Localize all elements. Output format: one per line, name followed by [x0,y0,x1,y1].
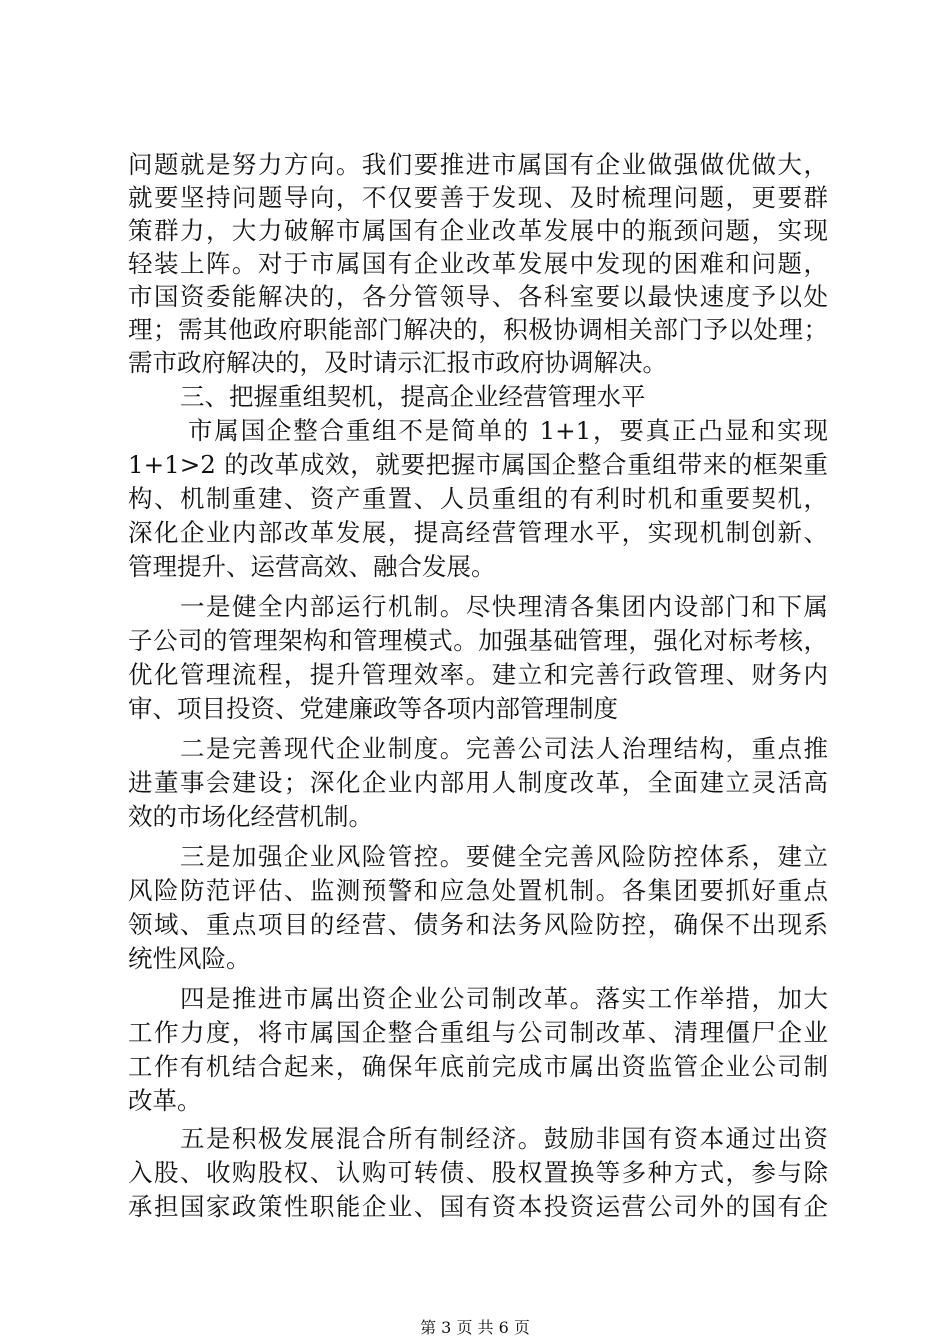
body-line: 就要坚持问题导向，不仅要善于发现、及时梳理问题，更要群 [128,183,828,212]
body-line: 审、项目投资、党建廉政等各项内部管理制度 [128,694,618,723]
body-line: 工作力度，将市属国企整合重组与公司制改革、清理僵尸企业 [128,1018,828,1047]
body-line: 1+1>2 的改革成效，就要把握市属国企整合重组带来的框架重 [128,450,828,479]
body-line: 承担国家政策性职能企业、国有资本投资运营公司外的国有企 [128,1192,828,1221]
body-line: 管理提升、运营高效、融合发展。 [128,552,496,581]
body-line: 需市政府解决的，及时请示汇报市政府协调解决。 [128,348,667,377]
body-line: 进董事会建设；深化企业内部用人制度改革，全面建立灵活高 [128,768,828,797]
page-number: 第 3 页 共 6 页 [420,1318,530,1337]
body-line: 四是推进市属出资企业公司制改革。落实工作举措，加大 [180,984,828,1013]
body-line: 一是健全内部运行机制。尽快理清各集团内设部门和下属 [180,592,828,621]
body-line: 理；需其他政府职能部门解决的，积极协调相关部门予以处理； [128,315,828,344]
body-line: 二是完善现代企业制度。完善公司法人治理结构，重点推 [180,734,828,763]
body-line: 轻装上阵。对于市属国有企业改革发展中发现的困难和问题， [128,249,828,278]
body-line: 子公司的管理架构和管理模式。加强基础管理，强化对标考核， [128,626,828,655]
body-line: 构、机制重建、资产重置、人员重组的有利时机和重要契机， [128,484,828,513]
body-line: 优化管理流程，提升管理效率。建立和完善行政管理、财务内 [128,660,828,689]
body-line: 策群力，大力破解市属国有企业改革发展中的瓶颈问题，实现 [128,216,828,245]
body-line: 三是加强企业风险管控。要健全完善风险防控体系，建立 [180,842,828,871]
body-line: 工作有机结合起来，确保年底前完成市属出资监管企业公司制 [128,1052,828,1081]
body-line: 深化企业内部改革发展，提高经营管理水平，实现机制创新、 [128,518,828,547]
body-line: 市国资委能解决的，各分管领导、各科室要以最快速度予以处 [128,282,828,311]
body-line: 统性风险。 [128,944,251,973]
page-footer [0,1318,950,1338]
body-line: 效的市场化经营机制。 [128,802,373,831]
body-line: 市属国企整合重组不是简单的 1+1，要真正凸显和实现 [188,416,828,445]
body-line: 五是积极发展混合所有制经济。鼓励非国有资本通过出资 [180,1124,828,1153]
section-heading: 三、把握重组契机，提高企业经营管理水平 [180,382,646,411]
body-line: 问题就是努力方向。我们要推进市属国有企业做强做优做大， [128,150,828,179]
body-line: 入股、收购股权、认购可转债、股权置换等多种方式，参与除 [128,1158,828,1187]
body-line: 领域、重点项目的经营、债务和法务风险防控，确保不出现系 [128,910,828,939]
body-line: 改革。 [128,1086,202,1115]
body-line: 风险防范评估、监测预警和应急处置机制。各集团要抓好重点 [128,876,828,905]
